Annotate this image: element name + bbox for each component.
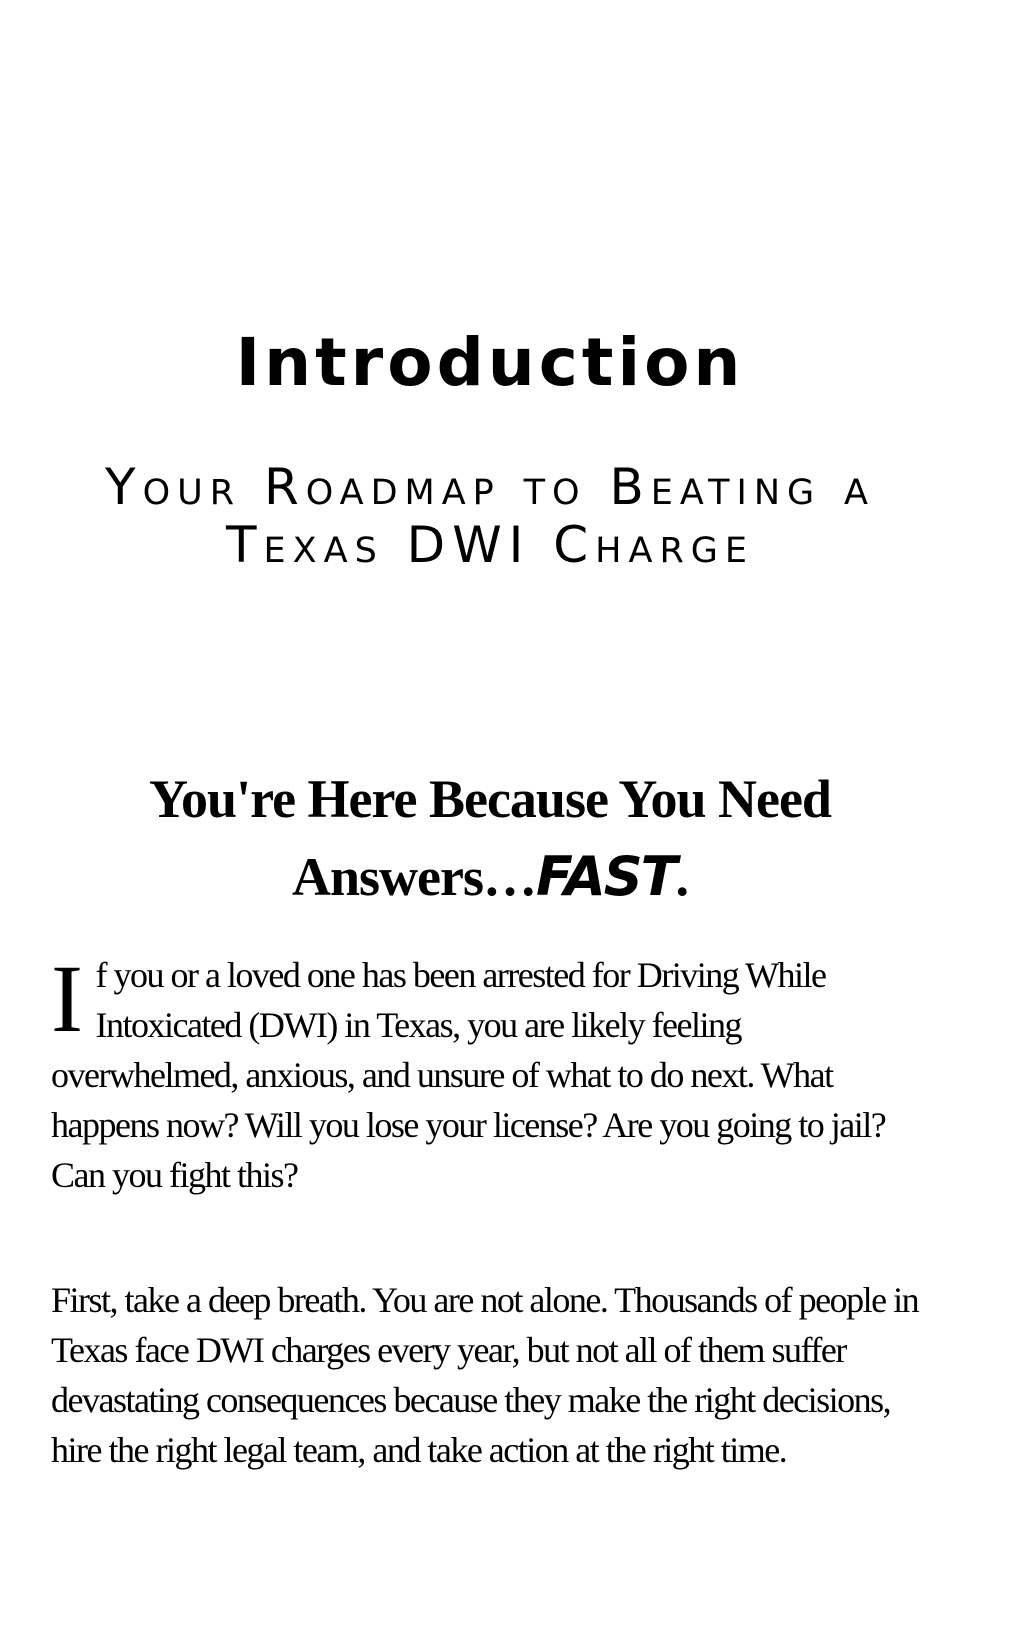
subtitle-line-2: Texas DWI Charge (226, 516, 754, 574)
chapter-subtitle (40, 458, 940, 574)
paragraph-1 (51, 945, 931, 1200)
section-heading-main: You're Here Because You Need Answers… (149, 769, 831, 907)
section-heading-emphasis: FAST (536, 845, 676, 908)
section-heading (40, 760, 940, 916)
drop-cap: I (51, 945, 82, 1052)
chapter-title: Introduction (235, 324, 745, 401)
section-heading-end: . (675, 847, 688, 907)
paragraph-1-text: f you or a loved one has been arrested for Driving While Intoxicated (DWI) in Texas, you are likely feeling overwhelmed, anxious, and unsure of what to do next. What happens now? Will you lose your license? Are you going to jail? Can you fight this? (51, 955, 886, 1195)
subtitle-line-1: Your Roadmap to Beating a (105, 458, 875, 516)
paragraph-2: First, take a deep breath. You are not alone. Thousands of people in Texas face DWI charges every year, but not all of them suffer devastating consequences because they make the right decisions, hire the right legal team, and take action at the right time. (51, 1280, 919, 1470)
